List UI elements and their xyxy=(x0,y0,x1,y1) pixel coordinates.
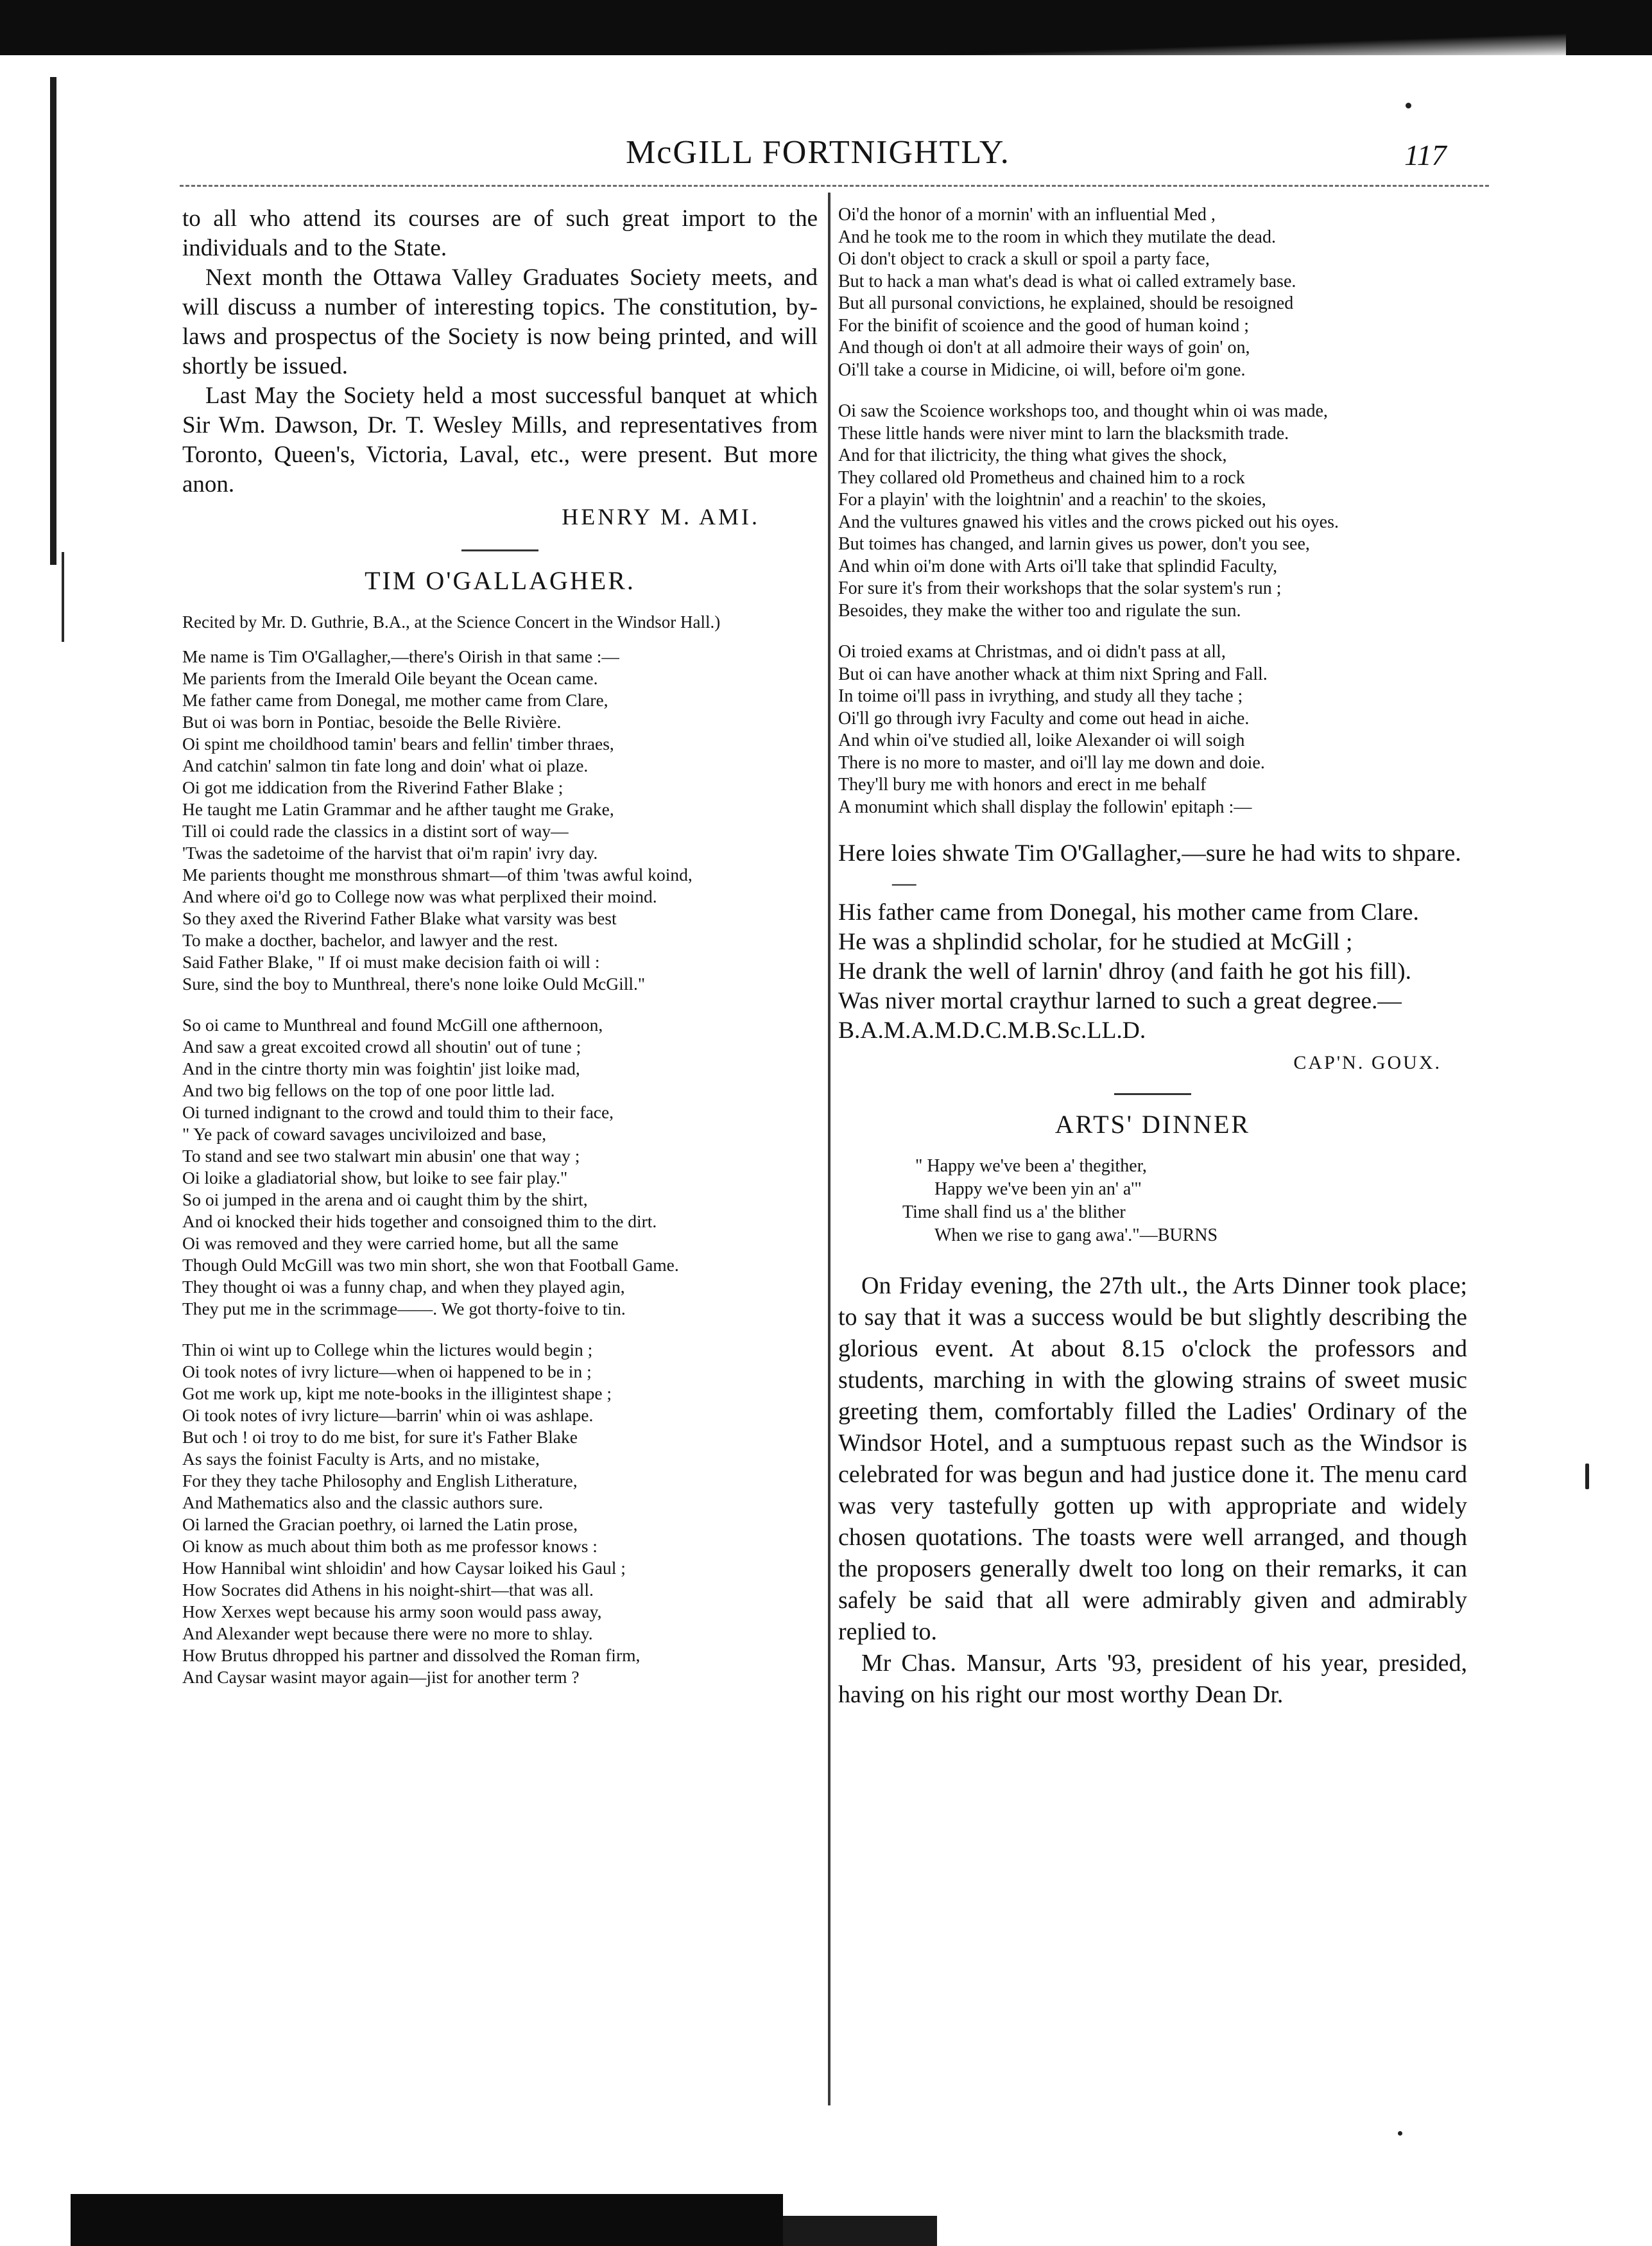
paragraph: Mr Chas. Mansur, Arts '93, president of his year, presided, having on his right our most worthy Dean Dr. xyxy=(838,1650,1467,1708)
verse-line: And in the cintre thorty min was foightin' jist loike mad, xyxy=(182,1058,580,1078)
verse-line: So they axed the Riverind Father Blake what varsity was best xyxy=(182,908,617,928)
verse-line: And oi knocked their hids together and consoigned thim to the dirt. xyxy=(182,1211,657,1231)
verse-line: Oi turned indignant to the crowd and tould thim to their face, xyxy=(182,1102,614,1122)
verse-line: So oi jumped in the arena and oi caught thim by the shirt, xyxy=(182,1189,588,1209)
verse-line: But all pursonal convictions, he explained, should be resoigned xyxy=(838,293,1294,313)
verse-line: Oi'd the honor of a mornin' with an influential Med , xyxy=(838,205,1216,225)
verse-line: They'll bury me with honors and erect in me behalf xyxy=(838,775,1207,795)
verse-line: To stand and see two stalwart min abusin' one that way ; xyxy=(182,1146,580,1166)
verse-line: For a playin' with the loightnin' and a reachin' to the skoies, xyxy=(838,490,1266,510)
verse-line: How Socrates did Athens in his noight-shirt—that was all. xyxy=(182,1580,594,1600)
verse-line: Me father came from Donegal, me mother came from Clare, xyxy=(182,690,608,710)
scan-speck xyxy=(1398,2131,1402,2136)
verse-line: Till oi could rade the classics in a distint sort of way— xyxy=(182,821,569,841)
verse-line: And where oi'd go to College now was what perplixed their moind. xyxy=(182,886,657,906)
page-number: 117 xyxy=(1404,139,1447,171)
verse-line: But oi was born in Pontiac, besoide the Belle Rivière. xyxy=(182,712,562,732)
running-head: McGILL FORTNIGHTLY. xyxy=(626,134,1010,171)
verse-line: Here loies shwate Tim O'Gallagher,—sure he had wits to shpare.— xyxy=(838,840,1461,896)
scan-top-edge xyxy=(0,0,1652,55)
verse-line: For sure it's from their workshops that the solar system's run ; xyxy=(838,578,1282,598)
verse-line: Got me work up, kipt me note-books in the illigintest shape ; xyxy=(182,1383,612,1403)
verse-line: How Hannibal wint shloidin' and how Caysar loiked his Gaul ; xyxy=(182,1558,626,1578)
verse-line: These little hands were niver mint to larn the blacksmith trade. xyxy=(838,423,1289,444)
verse-line: For the binifit of scoience and the good of human koind ; xyxy=(838,315,1249,336)
poem-title: TIM O'GALLAGHER. xyxy=(365,566,635,595)
verse-line: So oi came to Munthreal and found McGill one afthernoon, xyxy=(182,1015,603,1035)
left-prose xyxy=(182,204,818,499)
verse-line: And catchin' salmon tin fate long and doin' what oi plaze. xyxy=(182,756,589,775)
epigraph-line: Time shall find us a' the blither xyxy=(902,1202,1126,1222)
verse-line: But oi can have another whack at thim nixt Spring and Fall. xyxy=(838,664,1268,684)
verse-line: Oi loike a gladiatorial show, but loike to see fair play." xyxy=(182,1168,568,1188)
verse-line: But och ! oi troy to do me bist, for sure it's Father Blake xyxy=(182,1427,578,1447)
verse-line: To make a docther, bachelor, and lawyer and the rest. xyxy=(182,930,558,950)
scan-speck xyxy=(1585,1464,1589,1489)
verse-line: Me parients from the Imerald Oile beyant the Ocean came. xyxy=(182,668,598,688)
verse-line: They thought oi was a funny chap, and when they played agin, xyxy=(182,1277,625,1297)
verse-line: And saw a great excoited crowd all shoutin' out of tune ; xyxy=(182,1037,581,1057)
verse-line: Oi larned the Gracian poethry, oi larned the Latin prose, xyxy=(182,1514,578,1534)
verse-line: Me parients thought me monsthrous shmart—of thim 'twas awful koind, xyxy=(182,865,693,885)
verse-line: How Brutus dhropped his partner and dissolved the Roman firm, xyxy=(182,1645,641,1665)
verse-line: Oi don't object to crack a skull or spoil a party face, xyxy=(838,249,1210,269)
verse-line: Oi took notes of ivry licture—barrin' whin oi was ashlape. xyxy=(182,1405,594,1425)
verse-line: They put me in the scrimmage——. We got thorty-foive to tin. xyxy=(182,1299,626,1318)
verse-line: A monumint which shall display the followin' epitaph :— xyxy=(838,797,1252,817)
verse-line: Oi know as much about thim both as me professor knows : xyxy=(182,1536,598,1556)
verse-line: How Xerxes wept because his army soon would pass away, xyxy=(182,1602,602,1621)
verse-line: Was niver mortal craythur larned to such a great degree.— xyxy=(838,988,1402,1014)
verse-line: And two big fellows on the top of one poor little lad. xyxy=(182,1080,555,1100)
scan-bottom-edge-tail xyxy=(783,2216,937,2246)
verse-line: Though Ould McGill was two min short, she won that Football Game. xyxy=(182,1255,679,1275)
poem-verses-continued xyxy=(838,204,1467,818)
epigraph-line: When we rise to gang awa'."—BURNS xyxy=(934,1225,1218,1245)
poem-note: Recited by Mr. D. Guthrie, B.A., at the Science Concert in the Windsor Hall.) xyxy=(182,612,721,632)
scan-speck xyxy=(1406,103,1411,108)
verse-line: " Ye pack of coward savages unciviloized and base, xyxy=(182,1124,547,1144)
verse-line: And the vultures gnawed his vitles and the crows picked out his oyes. xyxy=(838,512,1339,532)
paragraph: to all who attend its courses are of such great import to the individuals and to the State. xyxy=(182,205,818,261)
verse-line: And whin oi've studied all, loike Alexander oi will soigh xyxy=(838,730,1245,750)
epigraph xyxy=(838,1155,1467,1247)
article-title: ARTS' DINNER xyxy=(1054,1110,1251,1139)
verse-line: Oi saw the Scoience workshops too, and thought whin oi was made, xyxy=(838,401,1328,421)
verse-line: Oi'll go through ivry Faculty and come out head in aiche. xyxy=(838,708,1250,729)
verse-line: And whin oi'm done with Arts oi'll take that splindid Faculty, xyxy=(838,556,1278,576)
epitaph xyxy=(838,839,1467,1046)
signature: HENRY M. AMI. xyxy=(562,504,760,530)
verse-line: Oi spint me choildhood tamin' bears and fellin' timber thraes, xyxy=(182,734,614,754)
paragraph: On Friday evening, the 27th ult., the Arts Dinner took place; to say that it was a success would be but slightly describing the glorious event. At about 8.15 o'clock the professors and students, marching in with the glowing strains of sweet music greeting them, comfortably filled the Ladies' Ordinary of the Windsor Hotel, and a sumptuous repast such as the Windsor is celebrated for was begun and had justice done it. The menu card was very tastefully gotten up with appropriate and widely chosen quotations. The toasts were well arranged, and though the proposers generally dwelt too long on their remarks, it can safely be said that all were admirably given and admirably replied to. xyxy=(838,1272,1467,1645)
verse-line: B.A.M.A.M.D.C.M.B.Sc.LL.D. xyxy=(838,1017,1146,1044)
verse-line: As says the foinist Faculty is Arts, and no mistake, xyxy=(182,1449,540,1469)
verse-line: And Mathematics also and the classic authors sure. xyxy=(182,1492,544,1512)
verse-line: Thin oi wint up to College whin the lictures would begin ; xyxy=(182,1340,593,1360)
paragraph: Next month the Ottawa Valley Graduates Society meets, and will discuss a number of interesting topics. The constitution, by-laws and prospectus of the Society is now being printed, and will shortly be issued. xyxy=(182,264,818,379)
verse-line: He was a shplindid scholar, for he studied at McGill ; xyxy=(838,929,1353,955)
verse-line: Said Father Blake, " If oi must make decision faith oi will : xyxy=(182,952,600,972)
verse-line: Oi'll take a course in Midicine, oi will, before oi'm gone. xyxy=(838,359,1246,380)
verse-line: And though oi don't at all admoire their ways of goin' on, xyxy=(838,338,1250,358)
poem-verses xyxy=(182,646,818,1688)
scan-top-corner xyxy=(1566,0,1652,55)
author-credit: CAP'N. GOUX. xyxy=(1293,1052,1441,1073)
paragraph: Last May the Society held a most successful banquet at which Sir Wm. Dawson, Dr. T. Wesley Mills, and representatives from Toronto, Queen's, Victoria, Laval, etc., were present. But more anon. xyxy=(182,383,818,497)
verse-line: 'Twas the sadetoime of the harvist that oi'm rapin' ivry day. xyxy=(182,843,598,863)
verse-line: But to hack a man what's dead is what oi called extramely base. xyxy=(838,271,1296,291)
article-body xyxy=(838,1270,1467,1711)
right-column xyxy=(838,204,1467,1711)
left-column xyxy=(182,204,818,1688)
verse-line: For they they tache Philosophy and English Litherature, xyxy=(182,1471,578,1490)
scan-left-edge xyxy=(50,77,56,565)
verse-line: And for that ilictricity, the thing what gives the shock, xyxy=(838,445,1227,465)
column-divider xyxy=(828,193,830,2105)
header-rule xyxy=(180,185,1489,187)
verse-line: And Caysar wasint mayor again—jist for another term ? xyxy=(182,1667,580,1687)
scan-bottom-edge xyxy=(71,2194,783,2246)
verse-line: They collared old Prometheus and chained him to a rock xyxy=(838,467,1245,488)
verse-line: And Alexander wept because there were no more to shlay. xyxy=(182,1623,593,1643)
epigraph-line: " Happy we've been a' thegither, xyxy=(915,1156,1147,1176)
verse-line: And he took me to the room in which they mutilate the dead. xyxy=(838,227,1276,247)
verse-line: In toime oi'll pass in ivrything, and study all they tache ; xyxy=(838,686,1243,706)
verse-line: He drank the well of larnin' dhroy (and faith he got his fill). xyxy=(838,958,1411,985)
verse-line: He taught me Latin Grammar and he afther taught me Grake, xyxy=(182,799,614,819)
verse-line: Oi troied exams at Christmas, and oi didn't pass at all, xyxy=(838,642,1226,662)
verse-line: His father came from Donegal, his mother came from Clare. xyxy=(838,899,1419,926)
verse-line: There is no more to master, and oi'll lay me down and doie. xyxy=(838,752,1265,773)
verse-line: Sure, sind the boy to Munthreal, there's none loike Ould McGill." xyxy=(182,974,646,994)
scan-left-edge-mark xyxy=(62,552,64,642)
section-rule xyxy=(1114,1093,1191,1095)
verse-line: Oi was removed and they were carried home, but all the same xyxy=(182,1233,619,1253)
verse-line: Oi took notes of ivry licture—when oi happened to be in ; xyxy=(182,1361,592,1381)
verse-line: Besoides, they make the wither too and rigulate the sun. xyxy=(838,600,1241,621)
verse-line: But toimes has changed, and larnin gives us power, don't you see, xyxy=(838,534,1310,554)
verse-line: Oi got me iddication from the Riverind Father Blake ; xyxy=(182,777,564,797)
verse-line: Me name is Tim O'Gallagher,—there's Oirish in that same :— xyxy=(182,646,619,666)
section-rule xyxy=(461,549,538,551)
epigraph-line: Happy we've been yin an' a'" xyxy=(934,1179,1142,1199)
